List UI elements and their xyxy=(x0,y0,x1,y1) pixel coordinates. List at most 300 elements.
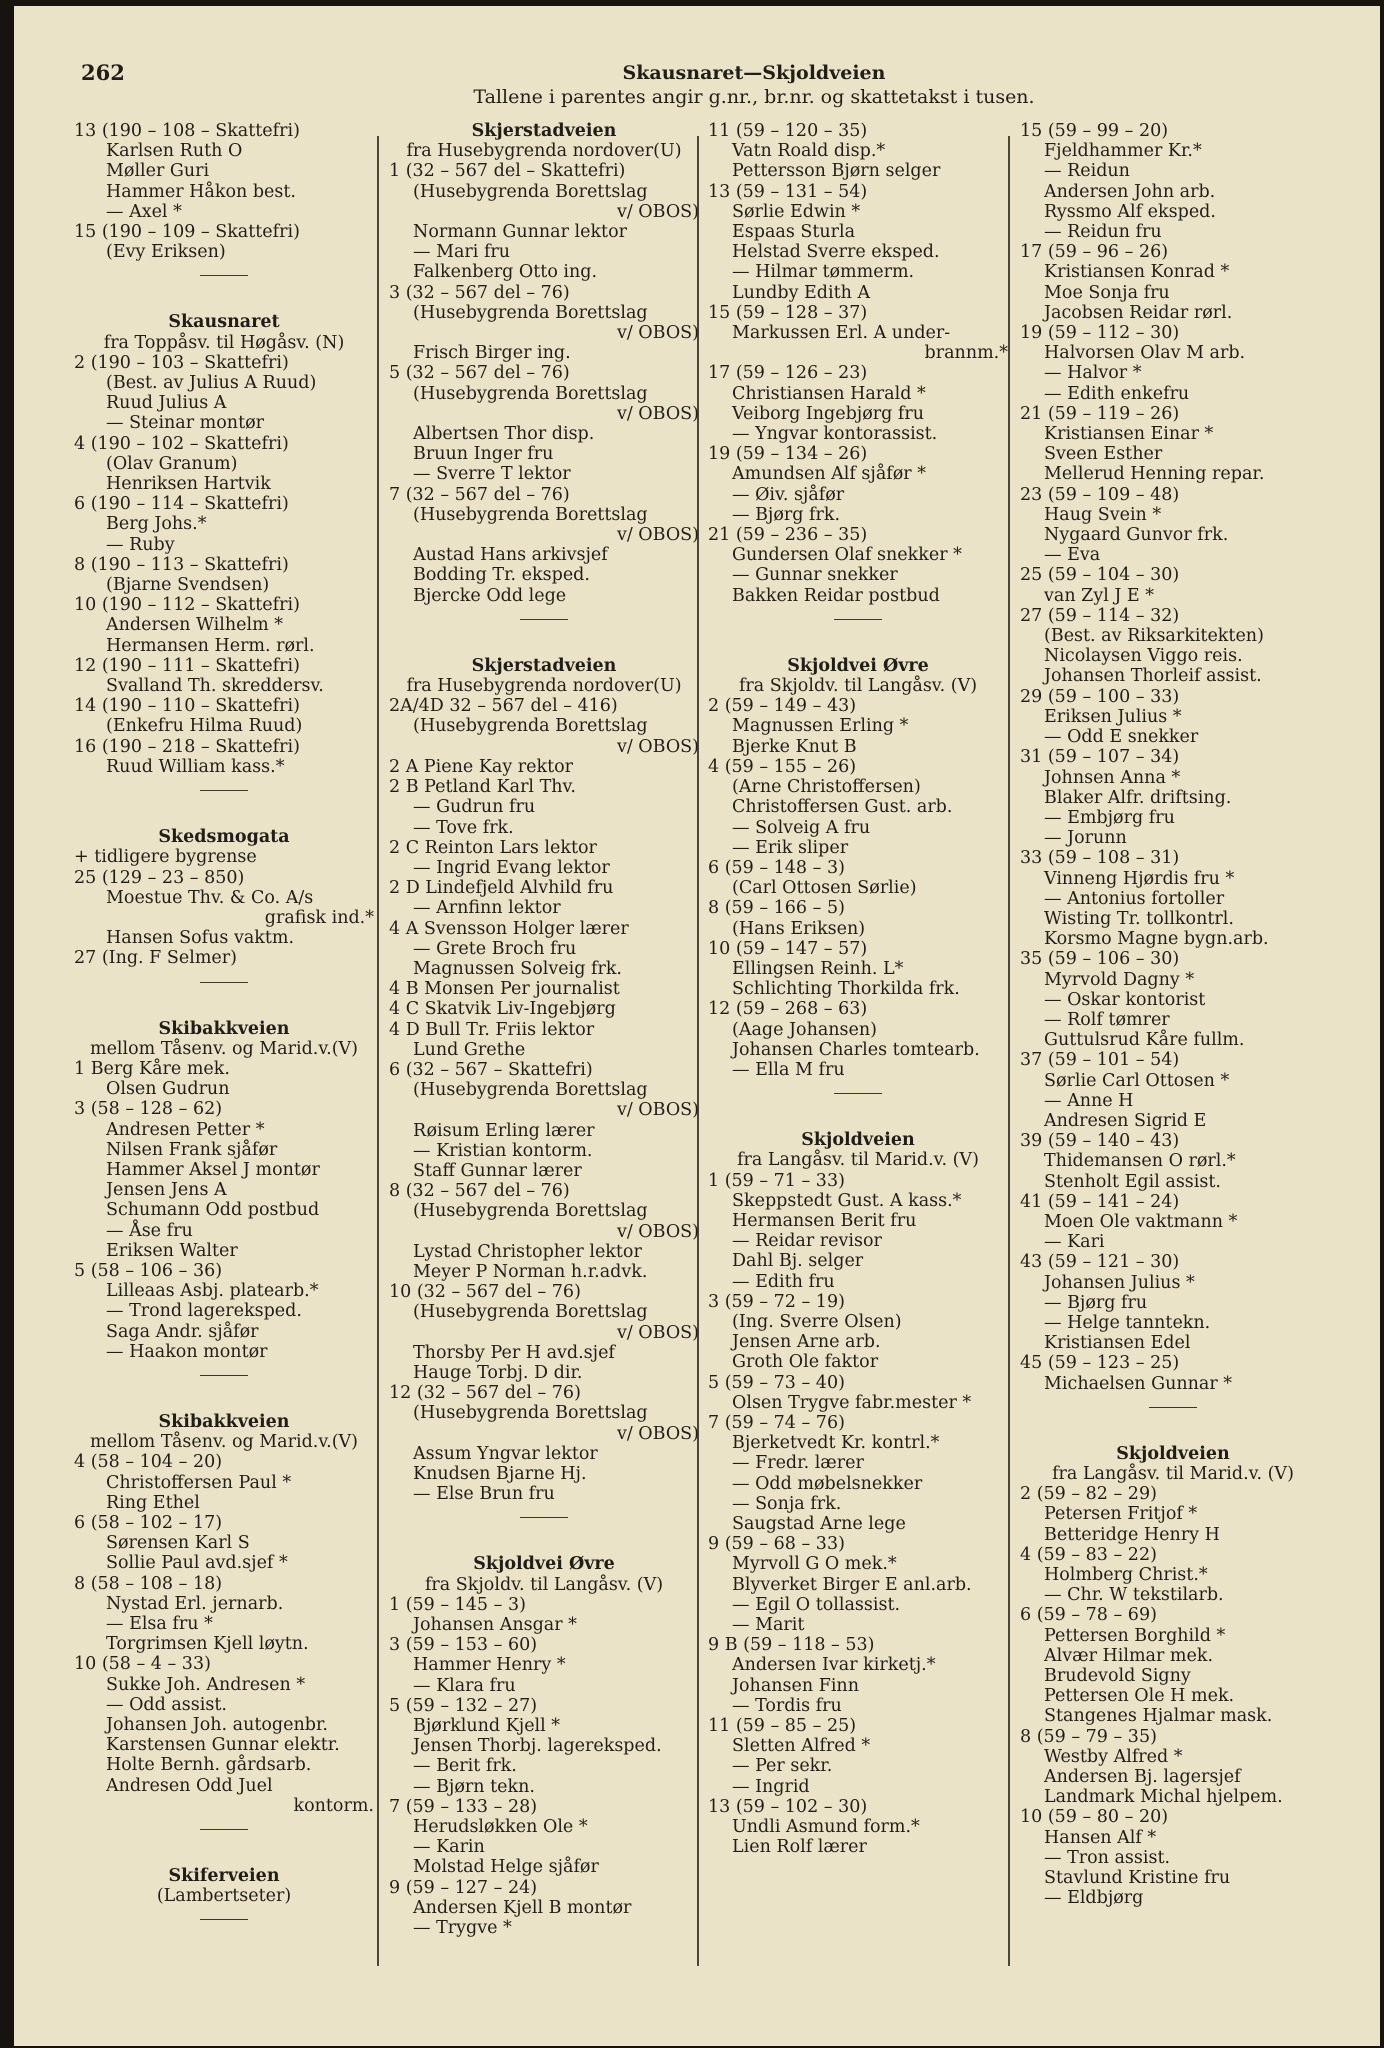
directory-entry: — Trond lagereksped. xyxy=(106,1301,302,1322)
directory-entry: Eriksen Walter xyxy=(106,1240,238,1261)
street-range: fra Skjoldv. til Langåsv. (V) xyxy=(738,676,978,697)
section-divider xyxy=(200,1829,248,1830)
directory-entry: Holmberg Christ.* xyxy=(1044,1565,1208,1586)
directory-entry: Nystad Erl. jernarb. xyxy=(106,1593,284,1614)
directory-entry: 4 D Bull Tr. Friis lektor xyxy=(389,1019,595,1040)
directory-entry: 4 B Monsen Per journalist xyxy=(389,979,620,1000)
directory-entry: — Grete Broch fru xyxy=(413,938,577,959)
directory-entry: Dahl Bj. selger xyxy=(732,1251,864,1272)
directory-entry: v/ OBOS) xyxy=(616,201,699,222)
directory-entry: — Eldbjørg xyxy=(1044,1888,1144,1909)
directory-entry: Knudsen Bjarne Hj. xyxy=(413,1464,587,1484)
directory-entry: Henriksen Hartvik xyxy=(106,474,271,495)
directory-entry: Espaas Sturla xyxy=(732,222,856,243)
section-divider xyxy=(200,1919,248,1920)
directory-entry: — Elsa fru * xyxy=(106,1614,213,1634)
directory-entry: 19 (59 – 112 – 30) xyxy=(1020,323,1180,344)
directory-entry: Nygaard Gunvor frk. xyxy=(1044,525,1229,546)
directory-entry: — Reidar revisor xyxy=(732,1231,882,1252)
directory-entry: Olsen Gudrun xyxy=(106,1079,230,1100)
directory-entry: 12 (32 – 567 del – 76) xyxy=(389,1383,581,1404)
directory-entry: Vinneng Hjørdis fru * xyxy=(1044,868,1235,889)
directory-entry: 2 (190 – 103 – Skattefri) xyxy=(74,352,289,373)
directory-entry: 4 (59 – 83 – 22) xyxy=(1020,1544,1157,1565)
street-range: fra Skjoldv. til Langåsv. (V) xyxy=(424,1574,664,1595)
directory-entry: 5 (32 – 567 del – 76) xyxy=(389,363,570,384)
directory-entry: Kristiansen Einar * xyxy=(1044,424,1214,445)
directory-entry: Andersen Ivar kirketj.* xyxy=(732,1655,936,1676)
directory-entry: 6 (190 – 114 – Skattefri) xyxy=(74,494,289,515)
directory-entry: 2A/4D 32 – 567 del – 416) xyxy=(389,696,618,717)
directory-entry: Moe Sonja fru xyxy=(1044,282,1170,303)
directory-entry: (Husebygrenda Borettslag xyxy=(413,181,648,202)
directory-entry: — Rolf tømrer xyxy=(1044,1009,1170,1030)
street-heading: Skausnaret xyxy=(168,312,280,333)
directory-entry: Amundsen Alf sjåfør * xyxy=(732,464,926,485)
directory-entry: Røisum Erling lærer xyxy=(413,1120,595,1141)
directory-entry: Moen Ole vaktmann * xyxy=(1044,1211,1238,1232)
directory-entry: 39 (59 – 140 – 43) xyxy=(1020,1131,1180,1152)
directory-entry: 15 (59 – 99 – 20) xyxy=(1020,121,1169,141)
directory-entry: (Best. av Julius A Ruud) xyxy=(106,373,317,394)
directory-entry: 7 (59 – 74 – 76) xyxy=(708,1412,845,1433)
directory-entry: — Sonja frk. xyxy=(732,1493,842,1514)
directory-entry: (Husebygrenda Borettslag xyxy=(413,504,648,525)
directory-entry: Herudsløkken Ole * xyxy=(413,1817,588,1838)
directory-entry: — Edith enkefru xyxy=(1044,383,1190,404)
directory-entry: (Bjarne Svendsen) xyxy=(106,575,270,596)
directory-entry: grafisk ind.* xyxy=(264,907,374,928)
directory-entry: Jensen Jens A xyxy=(106,1180,227,1201)
directory-entry: 1 (59 – 145 – 3) xyxy=(389,1594,526,1615)
directory-entry: (Husebygrenda Borettslag xyxy=(413,1201,648,1222)
directory-entry: Johansen Thorleif assist. xyxy=(1044,666,1262,687)
section-divider xyxy=(200,275,248,276)
directory-entry: (Husebygrenda Borettslag xyxy=(413,1302,648,1323)
directory-entry: — Odd møbelsnekker xyxy=(732,1473,923,1494)
directory-entry: Christoffersen Paul * xyxy=(106,1472,292,1493)
directory-entry: Pettersson Bjørn selger xyxy=(732,161,941,182)
directory-entry: Saugstad Arne lege xyxy=(732,1514,906,1534)
section-divider xyxy=(200,1375,248,1376)
directory-entry: 1 (59 – 71 – 33) xyxy=(708,1170,845,1191)
directory-entry: Andersen John arb. xyxy=(1044,181,1216,202)
directory-entry: Stenholt Egil assist. xyxy=(1044,1171,1221,1192)
directory-entry: v/ OBOS) xyxy=(616,1322,699,1343)
directory-entry: Hermansen Berit fru xyxy=(732,1210,917,1231)
directory-entry: — Halvor * xyxy=(1044,363,1142,384)
directory-entry: v/ OBOS) xyxy=(616,736,699,757)
section-divider xyxy=(200,982,248,983)
directory-entry: Myrvold Dagny * xyxy=(1044,969,1195,990)
directory-entry: 8 (58 – 108 – 18) xyxy=(74,1573,223,1594)
directory-entry: Sukke Joh. Andresen * xyxy=(106,1674,306,1695)
directory-entry: kontorm. xyxy=(293,1795,374,1816)
page-number: 262 xyxy=(81,60,125,85)
directory-entry: 45 (59 – 123 – 25) xyxy=(1020,1353,1180,1374)
street-range: mellom Tåsenv. og Marid.v.(V) xyxy=(89,1038,359,1059)
street-heading: Skjoldvei Øvre xyxy=(787,655,929,676)
directory-entry: v/ OBOS) xyxy=(616,403,699,424)
directory-entry: — Klara fru xyxy=(413,1675,516,1696)
street-heading: Skiferveien xyxy=(168,1866,280,1887)
street-heading: Skibakkveien xyxy=(158,1018,290,1039)
directory-entry: (Husebygrenda Borettslag xyxy=(413,383,648,404)
directory-entry: Ruud Julius A xyxy=(106,393,227,414)
directory-entry: Johansen Finn xyxy=(732,1675,859,1696)
directory-entry: — Solveig A fru xyxy=(732,817,871,838)
directory-entry: — Egil O tollassist. xyxy=(732,1594,901,1615)
directory-entry: Andersen Bj. lagersjef xyxy=(1044,1767,1241,1788)
directory-entry: — Fredr. lærer xyxy=(732,1453,864,1474)
directory-entry: Karlsen Ruth O xyxy=(106,141,243,162)
directory-entry: 21 (59 – 119 – 26) xyxy=(1020,403,1180,424)
directory-entry: 11 (59 – 120 – 35) xyxy=(708,121,868,141)
column-3 xyxy=(708,121,1008,1857)
directory-entry: Andresen Sigrid E xyxy=(1044,1110,1207,1131)
directory-entry: Brudevold Signy xyxy=(1044,1666,1191,1687)
directory-entry: Hansen Sofus vaktm. xyxy=(106,928,295,949)
directory-entry: (Husebygrenda Borettslag xyxy=(413,1080,648,1101)
directory-entry: Korsmo Magne bygn.arb. xyxy=(1044,929,1269,950)
directory-entry: — Kari xyxy=(1044,1232,1105,1253)
directory-entry: 17 (59 – 96 – 26) xyxy=(1020,242,1169,263)
directory-entry: v/ OBOS) xyxy=(616,525,699,546)
directory-entry: Sollie Paul avd.sjef * xyxy=(106,1553,288,1574)
directory-entry: Ruud William kass.* xyxy=(106,756,285,777)
directory-entry: 3 (32 – 567 del – 76) xyxy=(389,282,570,303)
directory-entry: — Trygve * xyxy=(413,1918,512,1939)
directory-entry: Albertsen Thor disp. xyxy=(413,424,595,445)
directory-entry: (Husebygrenda Borettslag xyxy=(413,716,648,737)
directory-entry: — Åse fru xyxy=(106,1220,193,1241)
directory-entry: Andresen Petter * xyxy=(106,1119,265,1140)
directory-entry: van Zyl J E * xyxy=(1044,585,1155,606)
directory-entry: — Axel * xyxy=(106,201,182,222)
street-range: (Lambertseter) xyxy=(156,1886,292,1907)
directory-entry: 8 (190 – 113 – Skattefri) xyxy=(74,554,289,575)
directory-entry: 10 (190 – 112 – Skattefri) xyxy=(74,595,300,616)
directory-entry: Fjeldhammer Kr.* xyxy=(1044,141,1202,162)
directory-entry: Johnsen Anna * xyxy=(1044,767,1181,788)
directory-entry: — Reidun fru xyxy=(1044,222,1162,243)
directory-entry: Mellerud Henning repar. xyxy=(1044,464,1265,485)
directory-entry: Schlichting Thorkilda frk. xyxy=(732,979,960,1000)
directory-entry: Johansen Joh. autogenbr. xyxy=(106,1715,328,1736)
directory-entry: 5 (58 – 106 – 36) xyxy=(74,1260,223,1281)
directory-entry: Bruun Inger fru xyxy=(413,444,554,465)
directory-entry: 17 (59 – 126 – 23) xyxy=(708,363,868,384)
directory-entry: Michaelsen Gunnar * xyxy=(1044,1373,1233,1394)
directory-entry: 14 (190 – 110 – Skattefri) xyxy=(74,696,300,717)
directory-entry: 25 (59 – 104 – 30) xyxy=(1020,565,1180,586)
street-range: fra Husebygrenda nordover(U) xyxy=(406,141,682,162)
directory-entry: 43 (59 – 121 – 30) xyxy=(1020,1252,1180,1273)
directory-entry: Molstad Helge sjåfør xyxy=(413,1857,599,1878)
directory-entry: — Else Brun fru xyxy=(413,1484,555,1505)
directory-entry: Thidemansen O rørl.* xyxy=(1044,1151,1236,1172)
directory-entry: Andersen Wilhelm * xyxy=(106,615,284,636)
directory-entry: 6 (59 – 148 – 3) xyxy=(708,857,845,878)
directory-entry: Berg Johs.* xyxy=(106,514,207,535)
directory-entry: Myrvoll G O mek.* xyxy=(732,1554,897,1575)
directory-entry: Bjercke Odd lege xyxy=(413,585,567,606)
directory-entry: 19 (59 – 134 – 26) xyxy=(708,444,868,465)
directory-entry: Andersen Kjell B montør xyxy=(413,1897,632,1918)
directory-entry: 5 (59 – 132 – 27) xyxy=(389,1695,538,1716)
directory-entry: Frisch Birger ing. xyxy=(413,343,571,364)
directory-entry: Christoffersen Gust. arb. xyxy=(732,797,953,818)
directory-entry: Petersen Fritjof * xyxy=(1044,1504,1198,1525)
street-heading: Skjerstadveien xyxy=(471,655,617,676)
directory-entry: Stavlund Kristine fru xyxy=(1044,1868,1231,1889)
directory-entry: Magnussen Solveig frk. xyxy=(413,958,622,979)
directory-entry: 29 (59 – 100 – 33) xyxy=(1020,686,1180,707)
directory-entry: 6 (58 – 102 – 17) xyxy=(74,1512,223,1533)
section-divider xyxy=(200,790,248,791)
directory-entry: Stangenes Hjalmar mask. xyxy=(1044,1706,1273,1727)
directory-entry: Lystad Christopher lektor xyxy=(413,1241,642,1262)
directory-entry: 10 (59 – 147 – 57) xyxy=(708,938,868,959)
directory-entry: 10 (32 – 567 del – 76) xyxy=(389,1282,581,1303)
directory-entry: Nilsen Frank sjåfør xyxy=(106,1139,278,1160)
directory-entry: Johansen Ansgar * xyxy=(413,1615,577,1636)
column-divider xyxy=(1008,136,1010,1966)
directory-entry: v/ OBOS) xyxy=(616,1423,699,1444)
directory-entry: — Tron assist. xyxy=(1044,1847,1171,1868)
directory-entry: — Yngvar kontorassist. xyxy=(732,424,938,445)
directory-entry: Olsen Trygve fabr.mester * xyxy=(732,1392,972,1413)
directory-entry: 15 (59 – 128 – 37) xyxy=(708,302,868,323)
directory-entry: 7 (32 – 567 del – 76) xyxy=(389,484,570,505)
directory-entry: 7 (59 – 133 – 28) xyxy=(389,1796,538,1817)
directory-entry: — Sverre T lektor xyxy=(413,464,571,485)
directory-entry: — Helge tanntekn. xyxy=(1044,1312,1211,1333)
directory-entry: 3 (58 – 128 – 62) xyxy=(74,1099,223,1120)
directory-entry: 37 (59 – 101 – 54) xyxy=(1020,1050,1180,1071)
directory-entry: Jensen Thorbj. lagereksped. xyxy=(413,1736,662,1757)
directory-entry: (Arne Christoffersen) xyxy=(732,777,921,798)
directory-entry: Westby Alfred * xyxy=(1044,1746,1183,1767)
directory-entry: Sletten Alfred * xyxy=(732,1736,871,1757)
directory-entry: 5 (59 – 73 – 40) xyxy=(708,1372,845,1393)
directory-entry: Veiborg Ingebjørg fru xyxy=(732,403,925,424)
directory-entry: Blyverket Birger E anl.arb. xyxy=(732,1574,972,1595)
directory-entry: — Edith fru xyxy=(732,1271,835,1292)
directory-entry: — Per sekr. xyxy=(732,1756,833,1777)
directory-entry: 25 (129 – 23 – 850) xyxy=(74,867,245,888)
directory-entry: — Ruby xyxy=(106,534,175,555)
directory-entry: (Aage Johansen) xyxy=(732,1019,877,1040)
directory-entry: — Gunnar snekker xyxy=(732,565,898,586)
directory-entry: Lundby Edith A xyxy=(732,282,871,303)
directory-entry: 23 (59 – 109 – 48) xyxy=(1020,484,1180,505)
directory-entry: (Husebygrenda Borettslag xyxy=(413,302,648,323)
directory-entry: Vatn Roald disp.* xyxy=(732,141,886,162)
directory-entry: Bjerke Knut B xyxy=(732,736,857,757)
directory-entry: Ring Ethel xyxy=(106,1492,200,1513)
directory-entry: Bakken Reidar postbud xyxy=(732,585,940,606)
directory-entry: Lien Rolf lærer xyxy=(732,1837,867,1858)
directory-entry: Lilleaas Asbj. platearb.* xyxy=(106,1281,319,1302)
directory-page xyxy=(14,6,1380,2046)
directory-entry: Holte Bernh. gårdsarb. xyxy=(106,1755,312,1776)
section-divider xyxy=(520,619,568,620)
directory-entry: Hammer Aksel J montør xyxy=(106,1159,320,1180)
directory-entry: Assum Yngvar lektor xyxy=(413,1443,598,1464)
directory-entry: — Bjørg frk. xyxy=(732,504,841,525)
directory-entry: 1 Berg Kåre mek. xyxy=(74,1058,230,1079)
directory-entry: Markussen Erl. A under- xyxy=(732,323,951,344)
directory-entry: Austad Hans arkivsjef xyxy=(413,545,608,566)
directory-entry: — Gudrun fru xyxy=(413,797,536,818)
directory-entry: Hansen Alf * xyxy=(1044,1827,1157,1848)
directory-entry: Hammer Henry * xyxy=(413,1655,566,1676)
directory-entry: Alvær Hilmar mek. xyxy=(1044,1645,1214,1666)
directory-entry: 2 B Petland Karl Thv. xyxy=(389,777,576,798)
directory-entry: 9 (59 – 127 – 24) xyxy=(389,1877,538,1898)
directory-entry: Johansen Charles tomtearb. xyxy=(732,1039,980,1060)
directory-entry: v/ OBOS) xyxy=(616,1221,699,1242)
street-heading: Skjoldveien xyxy=(1116,1443,1230,1464)
directory-entry: Pettersen Ole H mek. xyxy=(1044,1686,1235,1707)
directory-entry: Sørensen Karl S xyxy=(106,1533,250,1554)
directory-entry: — Bjørg fru xyxy=(1044,1292,1148,1313)
directory-entry: Hermansen Herm. rørl. xyxy=(106,635,315,656)
directory-entry: 11 (59 – 85 – 25) xyxy=(708,1716,857,1737)
directory-entry: 15 (190 – 109 – Skattefri) xyxy=(74,222,300,243)
directory-entry: — Erik sliper xyxy=(732,837,849,858)
directory-entry: — Hilmar tømmerm. xyxy=(732,262,915,283)
directory-entry: — Steinar montør xyxy=(106,413,265,434)
directory-entry: — Ingrid Evang lektor xyxy=(413,857,610,878)
directory-entry: 8 (59 – 79 – 35) xyxy=(1020,1726,1157,1747)
directory-entry: Staff Gunnar lærer xyxy=(413,1160,582,1181)
directory-entry: Torgrimsen Kjell løytn. xyxy=(106,1634,309,1655)
directory-entry: 13 (190 – 108 – Skattefri) xyxy=(74,121,300,141)
directory-entry: — Karin xyxy=(413,1837,485,1858)
directory-entry: Saga Andr. sjåfør xyxy=(106,1321,259,1342)
directory-entry: Lund Grethe xyxy=(413,1039,526,1060)
directory-entry: 13 (59 – 131 – 54) xyxy=(708,181,868,202)
directory-entry: — Embjørg fru xyxy=(1044,807,1175,828)
directory-entry: Blaker Alfr. driftsing. xyxy=(1044,787,1232,808)
directory-entry: Kristiansen Konrad * xyxy=(1044,262,1230,283)
directory-entry: 27 (Ing. F Selmer) xyxy=(74,948,237,969)
street-heading: Skjerstadveien xyxy=(471,121,617,141)
directory-entry: — Marit xyxy=(732,1615,805,1636)
directory-entry: Undli Asmund form.* xyxy=(732,1817,920,1838)
directory-entry: Helstad Sverre eksped. xyxy=(732,242,940,263)
directory-entry: 10 (58 – 4 – 33) xyxy=(74,1654,211,1675)
column-2 xyxy=(389,121,699,1938)
directory-entry: — Tordis fru xyxy=(732,1695,842,1716)
directory-entry: Jensen Arne arb. xyxy=(732,1332,881,1353)
directory-entry: Normann Gunnar lektor xyxy=(413,222,627,243)
directory-entry: Svalland Th. skreddersv. xyxy=(106,676,324,697)
directory-entry: + tidligere bygrense xyxy=(74,847,257,868)
directory-entry: 4 C Skatvik Liv-Ingebjørg xyxy=(389,999,616,1020)
section-divider xyxy=(834,1093,882,1094)
directory-entry: Wisting Tr. tollkontrl. xyxy=(1044,908,1234,929)
directory-entry: Hauge Torbj. D dir. xyxy=(413,1362,583,1383)
section-divider xyxy=(520,1517,568,1518)
directory-entry: (Ing. Sverre Olsen) xyxy=(732,1311,902,1332)
directory-entry: Nicolaysen Viggo reis. xyxy=(1044,646,1243,667)
directory-entry: 2 D Lindefjeld Alvhild fru xyxy=(389,878,614,899)
directory-entry: Sveen Esther xyxy=(1044,444,1163,465)
directory-entry: Christiansen Harald * xyxy=(732,383,926,404)
directory-entry: — Jorunn xyxy=(1044,828,1127,849)
directory-entry: Bodding Tr. eksped. xyxy=(413,565,590,586)
directory-entry: 1 (32 – 567 del – Skattefri) xyxy=(389,161,626,182)
directory-entry: Moestue Thv. & Co. A/s xyxy=(106,887,314,908)
directory-entry: 4 (58 – 104 – 20) xyxy=(74,1452,223,1473)
directory-entry: 41 (59 – 141 – 24) xyxy=(1020,1191,1180,1212)
directory-entry: Johansen Julius * xyxy=(1044,1272,1195,1293)
directory-entry: (Olav Granum) xyxy=(106,453,238,474)
directory-entry: 10 (59 – 80 – 20) xyxy=(1020,1807,1169,1828)
directory-entry: Schumann Odd postbud xyxy=(106,1200,320,1221)
directory-entry: 6 (59 – 78 – 69) xyxy=(1020,1605,1157,1626)
directory-entry: — Eva xyxy=(1044,545,1101,566)
directory-entry: Landmark Michal hjelpem. xyxy=(1044,1787,1283,1808)
directory-entry: — Kristian kontorm. xyxy=(413,1140,593,1161)
directory-entry: Ellingsen Reinh. L* xyxy=(732,958,904,979)
directory-entry: 2 C Reinton Lars lektor xyxy=(389,837,597,858)
directory-entry: Møller Guri xyxy=(106,161,210,182)
directory-entry: — Antonius fortoller xyxy=(1044,888,1225,909)
directory-entry: (Evy Eriksen) xyxy=(106,242,226,263)
street-range: fra Langåsv. til Marid.v. (V) xyxy=(737,1150,979,1171)
directory-entry: Haug Svein * xyxy=(1044,504,1162,525)
directory-entry: Karstensen Gunnar elektr. xyxy=(106,1735,340,1756)
directory-entry: Sørlie Edwin * xyxy=(732,201,861,222)
column-1 xyxy=(74,121,374,1956)
street-range: fra Husebygrenda nordover(U) xyxy=(406,676,682,697)
directory-entry: 33 (59 – 108 – 31) xyxy=(1020,848,1180,869)
directory-entry: v/ OBOS) xyxy=(616,1100,699,1121)
directory-entry: — Odd E snekker xyxy=(1044,727,1199,748)
directory-entry: Pettersen Borghild * xyxy=(1044,1625,1226,1646)
column-divider xyxy=(377,136,379,1966)
street-heading: Skedsmogata xyxy=(158,827,290,848)
directory-entry: 3 (59 – 72 – 19) xyxy=(708,1291,845,1312)
street-heading: Skibakkveien xyxy=(158,1411,290,1432)
section-divider xyxy=(834,619,882,620)
directory-entry: 12 (59 – 268 – 63) xyxy=(708,999,868,1020)
street-range: fra Langåsv. til Marid.v. (V) xyxy=(1052,1464,1294,1484)
directory-entry: Magnussen Erling * xyxy=(732,716,909,737)
directory-entry: Ryssmo Alf eksped. xyxy=(1044,201,1216,222)
directory-entry: Jacobsen Reidar rørl. xyxy=(1044,302,1233,323)
directory-entry: brannm.* xyxy=(924,343,1008,364)
directory-entry: 3 (59 – 153 – 60) xyxy=(389,1635,538,1656)
directory-entry: Thorsby Per H avd.sjef xyxy=(413,1342,615,1363)
directory-entry: Guttulsrud Kåre fullm. xyxy=(1044,1030,1245,1051)
directory-entry: Falkenberg Otto ing. xyxy=(413,262,598,283)
directory-entry: Bjerketvedt Kr. kontrl.* xyxy=(732,1433,940,1454)
directory-entry: 8 (59 – 166 – 5) xyxy=(708,898,845,919)
directory-entry: Bjørklund Kjell * xyxy=(413,1716,561,1737)
directory-entry: 9 (59 – 68 – 33) xyxy=(708,1534,845,1555)
page-subtitle: Tallene i parentes angir g.nr., br.nr. og skattetakst i tusen. xyxy=(473,86,1035,108)
directory-entry: — Anne H xyxy=(1044,1090,1134,1111)
directory-entry: — Bjørn tekn. xyxy=(413,1776,535,1797)
directory-entry: 2 (59 – 149 – 43) xyxy=(708,696,857,717)
street-heading: Skjoldvei Øvre xyxy=(473,1554,615,1575)
directory-entry: 13 (59 – 102 – 30) xyxy=(708,1796,868,1817)
